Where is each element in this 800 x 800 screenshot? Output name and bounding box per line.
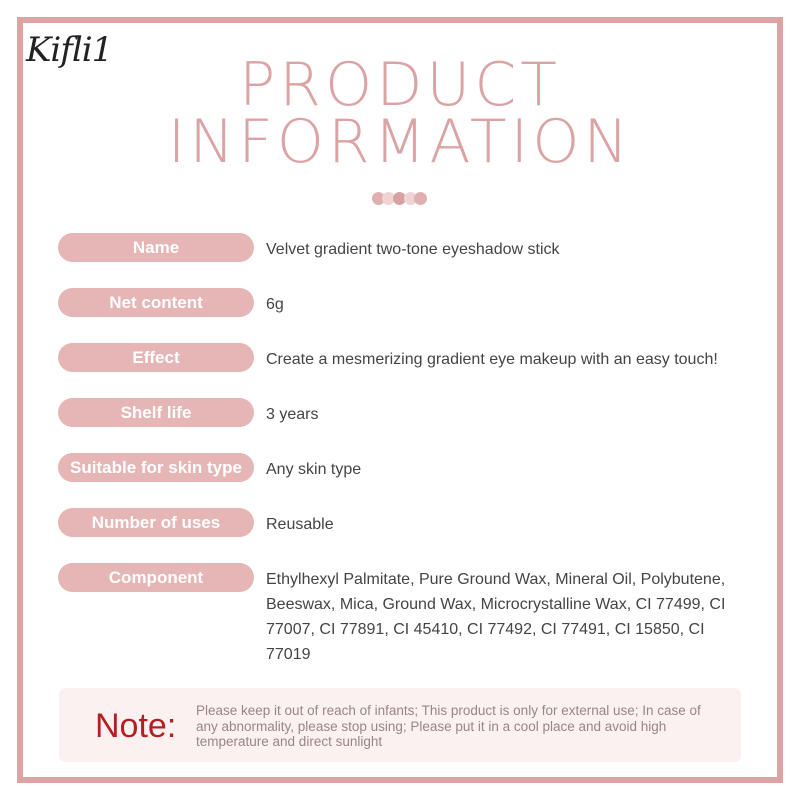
note-box <box>59 688 741 762</box>
info-value: Ethylhexyl Palmitate, Pure Ground Wax, Mineral Oil, Polybutene, Beeswax, Mica, Ground Wax, Microcrystalline Wax, CI 77499, CI 77007, CI 77891, CI 45410, CI 77492, CI 77491, CI 15850, CI 77019 <box>266 571 726 663</box>
dot <box>414 192 427 205</box>
info-label: Shelf life <box>58 398 254 427</box>
info-label: Component <box>58 563 254 592</box>
info-value: 6g <box>266 296 284 313</box>
page-title-line1: PRODUCT <box>239 50 561 120</box>
info-label: Suitable for skin type <box>58 453 254 482</box>
info-value: Any skin type <box>266 461 362 478</box>
info-value: 3 years <box>266 406 319 423</box>
page-title-line2: INFORMATION <box>167 107 633 177</box>
info-value: Velvet gradient two-tone eyeshadow stick <box>266 241 560 258</box>
info-value: Reusable <box>266 516 334 533</box>
info-value: Create a mesmerizing gradient eye makeup with an easy touch! <box>266 351 718 368</box>
info-label: Name <box>58 233 254 262</box>
note-label: Note: <box>95 707 177 745</box>
info-label: Net content <box>58 288 254 317</box>
decorative-dots <box>372 192 428 206</box>
info-label: Effect <box>58 343 254 372</box>
brand-logo: Kifli1 <box>26 30 113 70</box>
info-label: Number of uses <box>58 508 254 537</box>
note-text: Please keep it out of reach of infants; This product is only for external use; In case of any abnormality, please stop using; Please put it in a cool place and avoid high temperature and direct sunlight <box>196 703 701 749</box>
